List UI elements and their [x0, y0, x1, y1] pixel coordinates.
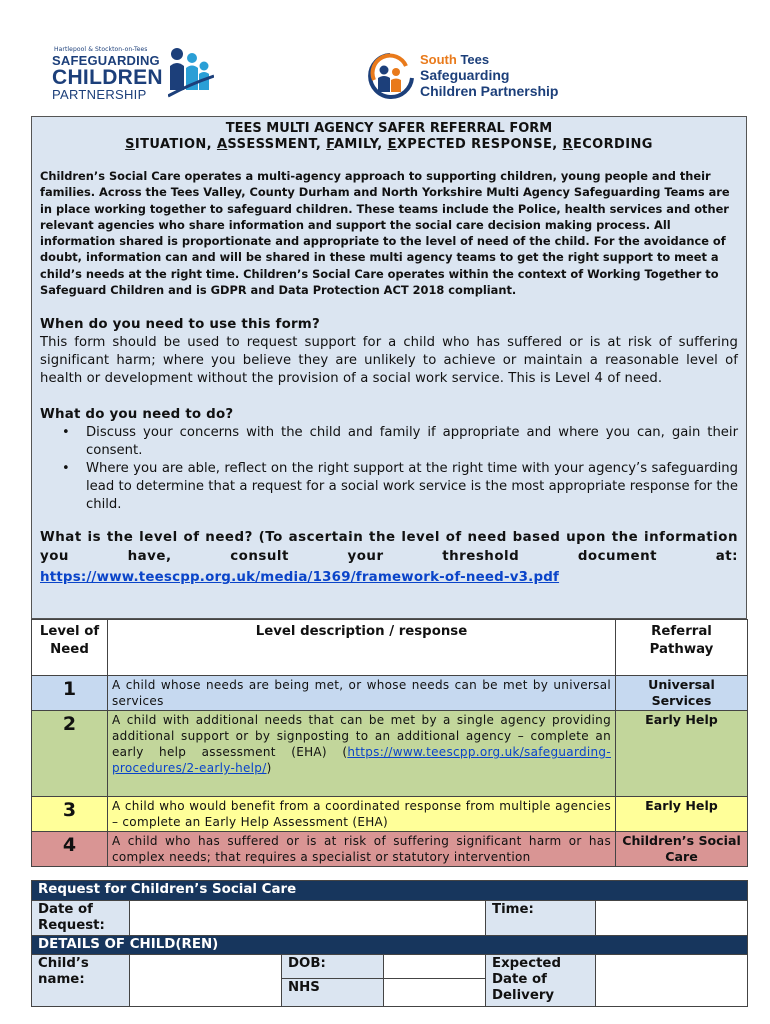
level-question: What is the level of need? (To ascertain the level of need based upon the information you have, consult your threshold document at: — [40, 530, 738, 565]
early-help-link[interactable]: https://www.teescpp.org.uk/safeguarding-procedures/2-early-help/ — [112, 745, 611, 775]
south-tees-logo — [366, 52, 616, 102]
details-of-children-heading: DETAILS OF CHILD(REN) — [32, 936, 748, 955]
level-number: 2 — [32, 711, 108, 797]
level-description: A child who would benefit from a coordinated response from multiple agencies – complete an Early Help Assessment (EHA) — [108, 797, 616, 832]
hartlepool-stockton-logo — [52, 46, 212, 102]
request-title: Request for Children’s Social Care — [32, 881, 748, 901]
expected-delivery-field[interactable] — [596, 955, 748, 1007]
south-tees-family-icon — [366, 52, 416, 100]
header-description: Level description / response — [108, 620, 616, 676]
nhs-field[interactable] — [384, 979, 486, 1007]
intro-panel — [31, 116, 747, 619]
logo-south-tees: South Tees — [420, 52, 490, 67]
form-subtitle: SITUATION, ASSESSMENT, FAMILY, EXPECTED RESPONSE, RECORDING — [125, 137, 653, 152]
form-title: TEES MULTI AGENCY SAFER REFERRAL FORM — [225, 121, 553, 136]
dob-label: DOB: — [282, 955, 384, 979]
referral-pathway: Universal Services — [616, 676, 748, 711]
intro-lead-paragraph: Children’s Social Care operates a multi-agency approach to supporting children, young people and their families. Across the Tees Valley, County Durham and North Yorkshire Multi Agency Safeguarding Teams are in place working together to safeguard children. These teams include the Police, health services and other relevant agencies who share information and support the social care decision making process. All information shared is proportionate and appropriate to the level of need of the child. For the avoidance of doubt, information can and will be shared in these multi agency teams to get the right support to meet a child’s needs at the right time. Children’s Social Care operates within the context of Working Together to Safeguard Children and is GDPR and Data Protection ACT 2018 compliant. — [40, 169, 730, 298]
time-field[interactable] — [596, 901, 748, 936]
family-figures-icon — [168, 46, 214, 102]
child-name-field[interactable] — [130, 955, 282, 1007]
time-label: Time: — [486, 901, 596, 936]
what-to-do-list — [62, 424, 738, 514]
expected-delivery-label: Expected Date of Delivery — [486, 955, 596, 1007]
level-number: 3 — [32, 797, 108, 832]
list-item: • Discuss your concerns with the child and family if appropriate and where you can, gain their consent. — [62, 424, 738, 460]
logo-children-partnership: Children Partnership — [420, 83, 559, 99]
request-form-table — [31, 880, 748, 1007]
level-description: A child with additional needs that can be met by a single agency providing additional support or by signposting to an additional agency – complete an early help assessment (EHA) (https://www.teescpp.org.uk/safeguarding-procedures/2-early-help/) — [108, 711, 616, 797]
level-number: 4 — [32, 832, 108, 867]
referral-pathway: Children’s Social Care — [616, 832, 748, 867]
when-paragraph: This form should be used to request support for a child who has suffered or is at risk of suffering significant harm; where you believe they are unlikely to achieve or maintain a reasonable level of health or development without the provision of a social work service. This is Level 4 of need. — [40, 335, 738, 387]
level-number: 1 — [32, 676, 108, 711]
referral-pathway: Early Help — [616, 797, 748, 832]
level-description: A child whose needs are being met, or whose needs can be met by universal services — [108, 676, 616, 711]
table-row — [32, 711, 748, 797]
logo-line-partnership: PARTNERSHIP — [52, 87, 147, 102]
logo-safeguarding: Safeguarding — [420, 67, 510, 83]
logo-small-text: Hartlepool & Stockton-on-Tees — [54, 46, 148, 53]
date-of-request-field[interactable] — [130, 901, 486, 936]
framework-of-need-link[interactable]: https://www.teescpp.org.uk/media/1369/framework-of-need-v3.pdf — [40, 570, 560, 586]
referral-pathway: Early Help — [616, 711, 748, 797]
logo-line-safeguarding: SAFEGUARDING — [52, 53, 160, 68]
date-of-request-label: Date of Request: — [32, 901, 130, 936]
header-level: Level of Need — [32, 620, 108, 676]
header-pathway: Referral Pathway — [616, 620, 748, 676]
list-item: • Where you are able, reflect on the right support at the right time with your agency’s safeguarding lead to determine that a request for a social work service is the most appropriate response for the child. — [62, 460, 738, 514]
table-row — [32, 676, 748, 711]
level-description: A child who has suffered or is at risk of suffering significant harm or has complex needs; that requires a specialist or statutory intervention — [108, 832, 616, 867]
child-name-label: Child’s name: — [32, 955, 130, 1007]
when-heading: When do you need to use this form? — [40, 317, 320, 333]
level-of-need-table — [31, 619, 748, 867]
logo-line-children: CHILDREN — [52, 66, 163, 89]
table-row — [32, 832, 748, 867]
dob-field[interactable] — [384, 955, 486, 979]
what-heading: What do you need to do? — [40, 407, 234, 423]
table-row — [32, 797, 748, 832]
nhs-label: NHS — [282, 979, 384, 1007]
